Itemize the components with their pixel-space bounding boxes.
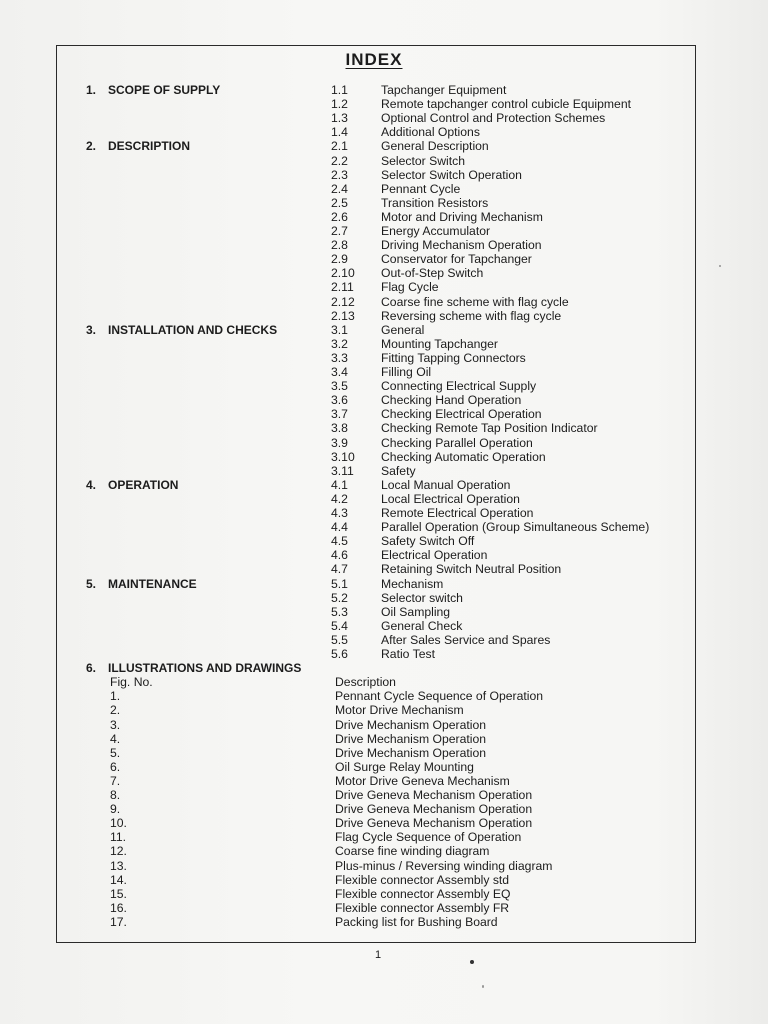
figure-description: Drive Geneva Mechanism Operation [335, 816, 533, 831]
index-entry [331, 421, 598, 435]
entry-code: 1.1 [331, 83, 348, 97]
section-title: OPERATION [108, 477, 179, 492]
entry-code: 2.11 [331, 280, 354, 295]
entry-code: 4.4 [331, 520, 348, 535]
figure-description: Packing list for Bushing Board [335, 914, 498, 929]
figure-number: 11. [110, 830, 127, 845]
section-number: 3. [86, 322, 97, 337]
figure-number: 1. [110, 689, 121, 704]
figure-description: Coarse fine winding diagram [335, 844, 490, 859]
entry-title: Local Electrical Operation [381, 491, 520, 506]
entry-code: 5.4 [331, 618, 348, 633]
entry-title: Transition Resistors [381, 195, 489, 210]
entry-code: 2.1 [331, 139, 348, 154]
index-entry [331, 478, 510, 492]
index-entry [331, 139, 489, 153]
entry-title: Fitting Tapping Connectors [381, 350, 526, 365]
index-entry [331, 182, 460, 196]
entry-code: 5.5 [331, 632, 348, 647]
index-entry [331, 210, 543, 224]
index-entry [331, 309, 561, 323]
entry-code: 4.6 [331, 548, 348, 563]
entry-title: Parallel Operation (Group Simultaneous Scheme) [381, 520, 650, 535]
index-entry [331, 605, 450, 619]
entry-code: 5.3 [331, 604, 348, 619]
index-entry [331, 520, 649, 534]
entry-code: 3.2 [331, 336, 348, 351]
index-entry [331, 323, 424, 337]
figure-number: 5. [110, 745, 121, 760]
section-heading [86, 577, 197, 591]
figure-number: 16. [110, 900, 127, 915]
figure-description: Drive Mechanism Operation [335, 717, 487, 732]
entry-code: 3.9 [331, 435, 348, 450]
entry-code: 2.3 [331, 167, 348, 182]
entry-code: 2.4 [331, 181, 348, 196]
figure-description: Flag Cycle Sequence of Operation [335, 830, 522, 845]
entry-code: 2.6 [331, 209, 348, 224]
index-entry [331, 464, 416, 478]
index-entry [331, 562, 561, 576]
figure-number: 3. [110, 717, 121, 732]
index-entry [331, 238, 542, 252]
figure-number: 6. [110, 759, 121, 774]
figure-description: Flexible connector Assembly std [335, 872, 510, 887]
entry-title: Remote tapchanger control cubicle Equipment [381, 97, 631, 112]
entry-title: Conservator for Tapchanger [381, 252, 532, 267]
figure-description: Plus-minus / Reversing winding diagram [335, 858, 553, 873]
entry-title: Checking Electrical Operation [381, 407, 542, 422]
index-entry [331, 168, 522, 182]
entry-code: 4.7 [331, 562, 348, 577]
entry-title: Tapchanger Equipment [381, 83, 507, 97]
figure-description: Oil Surge Relay Mounting [335, 759, 474, 774]
entry-title: Selector Switch [381, 153, 465, 168]
entry-title: General Check [381, 618, 463, 633]
index-entry [331, 548, 487, 562]
entry-code: 4.3 [331, 506, 348, 520]
index-entry [331, 647, 435, 661]
entry-code: 3.6 [331, 393, 348, 408]
section-title: INSTALLATION AND CHECKS [108, 322, 278, 337]
scan-speck [470, 960, 474, 964]
index-entry [331, 492, 520, 506]
figure-number: 8. [110, 788, 121, 802]
entry-title: Remote Electrical Operation [381, 506, 534, 520]
entry-code: 5.6 [331, 647, 348, 661]
index-entry [331, 450, 546, 464]
section-title: ILLUSTRATIONS AND DRAWINGS [108, 661, 302, 676]
entry-code: 3.7 [331, 407, 348, 422]
entry-title: Coarse fine scheme with flag cycle [381, 294, 569, 309]
section-heading [86, 323, 277, 337]
figure-number: 4. [110, 731, 121, 746]
figure-number: 10. [110, 816, 127, 831]
entry-code: 3.1 [331, 322, 348, 337]
index-entry [331, 633, 550, 647]
entry-code: 2.10 [331, 266, 355, 281]
index-entry [331, 393, 521, 407]
entry-code: 3.11 [331, 463, 354, 478]
index-entry [331, 111, 605, 125]
entry-code: 2.13 [331, 308, 355, 323]
figure-number: 15. [110, 886, 127, 901]
entry-title: Connecting Electrical Supply [381, 379, 537, 394]
section-title: DESCRIPTION [108, 139, 191, 154]
figure-number: 12. [110, 844, 127, 859]
entry-title: Local Manual Operation [381, 477, 511, 492]
index-entry [331, 577, 443, 591]
index-entry [331, 224, 490, 238]
entry-code: 3.10 [331, 449, 355, 464]
entry-title: Checking Remote Tap Position Indicator [381, 421, 598, 436]
entry-code: 1.3 [331, 111, 348, 126]
index-entry [331, 196, 488, 210]
entry-title: Selector switch [381, 590, 463, 605]
entry-title: Safety Switch Off [381, 534, 475, 549]
figure-description: Motor Drive Geneva Mechanism [335, 773, 510, 788]
section-number: 2. [86, 139, 97, 154]
entry-title: Safety [381, 463, 416, 478]
index-entry [331, 365, 431, 379]
index-entry [331, 379, 536, 393]
figure-description: Pennant Cycle Sequence of Operation [335, 689, 544, 704]
figure-description: Drive Geneva Mechanism Operation [335, 802, 533, 817]
section-heading [86, 139, 190, 153]
figure-description: Flexible connector Assembly EQ [335, 886, 511, 901]
entry-title: General [381, 322, 425, 337]
entry-title: Checking Hand Operation [381, 393, 522, 408]
index-entry [331, 125, 480, 139]
entry-title: Reversing scheme with flag cycle [381, 308, 562, 323]
entry-code: 1.2 [331, 97, 348, 112]
entry-title: Ratio Test [381, 647, 435, 661]
section-number: 4. [86, 477, 97, 492]
section-number: 5. [86, 576, 97, 591]
section-number: 1. [86, 83, 97, 97]
entry-title: Out-of-Step Switch [381, 266, 484, 281]
entry-code: 4.5 [331, 534, 348, 549]
section-number: 6. [86, 661, 97, 676]
index-entry [331, 407, 542, 421]
entry-title: Energy Accumulator [381, 224, 491, 238]
figure-description: Drive Mechanism Operation [335, 731, 487, 746]
figure-number: 17. [110, 914, 127, 929]
section-title: SCOPE OF SUPPLY [108, 83, 221, 97]
section-heading [86, 83, 220, 97]
entry-title: After Sales Service and Spares [381, 632, 551, 647]
entry-title: Mounting Tapchanger [381, 336, 498, 351]
index-entry [331, 436, 533, 450]
index-entry [331, 351, 526, 365]
entry-code: 2.12 [331, 294, 355, 309]
entry-code: 2.7 [331, 224, 348, 238]
index-entry [331, 591, 463, 605]
entry-code: 1.4 [331, 125, 348, 140]
entry-title: Additional Options [381, 125, 480, 140]
entry-title: Electrical Operation [381, 548, 488, 563]
figure-number: 2. [110, 703, 121, 718]
figure-description: Drive Geneva Mechanism Operation [335, 788, 533, 802]
figure-number: 13. [110, 858, 127, 873]
index-entry [331, 154, 465, 168]
index-entry [331, 295, 569, 309]
figure-description: Drive Mechanism Operation [335, 745, 487, 760]
section-heading [86, 661, 301, 675]
index-entry [331, 83, 506, 97]
entry-code: 4.1 [331, 477, 348, 492]
index-entry [331, 506, 533, 520]
fig-column-header: Fig. No. [110, 675, 153, 690]
entry-code: 3.8 [331, 421, 348, 436]
index-entry [331, 619, 462, 633]
scan-speck [482, 985, 484, 988]
index-entry [331, 280, 439, 294]
entry-title: Retaining Switch Neutral Position [381, 562, 562, 577]
entry-title: Oil Sampling [381, 604, 451, 619]
section-heading [86, 478, 178, 492]
entry-title: Driving Mechanism Operation [381, 238, 542, 253]
entry-title: Mechanism [381, 576, 444, 591]
entry-code: 5.2 [331, 590, 348, 605]
entry-title: Pennant Cycle [381, 181, 461, 196]
entry-title: Filling Oil [381, 365, 432, 379]
entry-code: 3.3 [331, 350, 348, 365]
entry-code: 5.1 [331, 576, 348, 591]
entry-title: Selector Switch Operation [381, 167, 522, 182]
index-entry [331, 337, 498, 351]
entry-code: 2.5 [331, 195, 348, 210]
description-column-header: Description [335, 675, 396, 690]
entry-title: General Description [381, 139, 489, 154]
page-number: 1 [374, 949, 382, 961]
entry-code: 3.4 [331, 365, 348, 379]
figure-number: 9. [110, 802, 121, 817]
entry-title: Flag Cycle [381, 280, 439, 295]
figure-number: 7. [110, 773, 121, 788]
index-entry [331, 252, 532, 266]
figure-description: Flexible connector Assembly FR [335, 900, 510, 915]
entry-code: 2.2 [331, 153, 348, 168]
entry-title: Checking Parallel Operation [381, 435, 533, 450]
figure-number: 14. [110, 872, 127, 887]
entry-code: 3.5 [331, 379, 348, 394]
section-title: MAINTENANCE [108, 576, 197, 591]
index-entry [331, 266, 483, 280]
entry-code: 4.2 [331, 491, 348, 506]
entry-title: Checking Automatic Operation [381, 449, 546, 464]
index-entry [331, 534, 474, 548]
entry-title: Motor and Driving Mechanism [381, 209, 543, 224]
page-title: INDEX [345, 50, 403, 69]
index-entry [331, 97, 631, 111]
scan-speck [719, 265, 721, 267]
entry-title: Optional Control and Protection Schemes [381, 111, 606, 126]
entry-code: 2.9 [331, 252, 348, 267]
entry-code: 2.8 [331, 238, 348, 253]
figure-description: Motor Drive Mechanism [335, 703, 464, 718]
